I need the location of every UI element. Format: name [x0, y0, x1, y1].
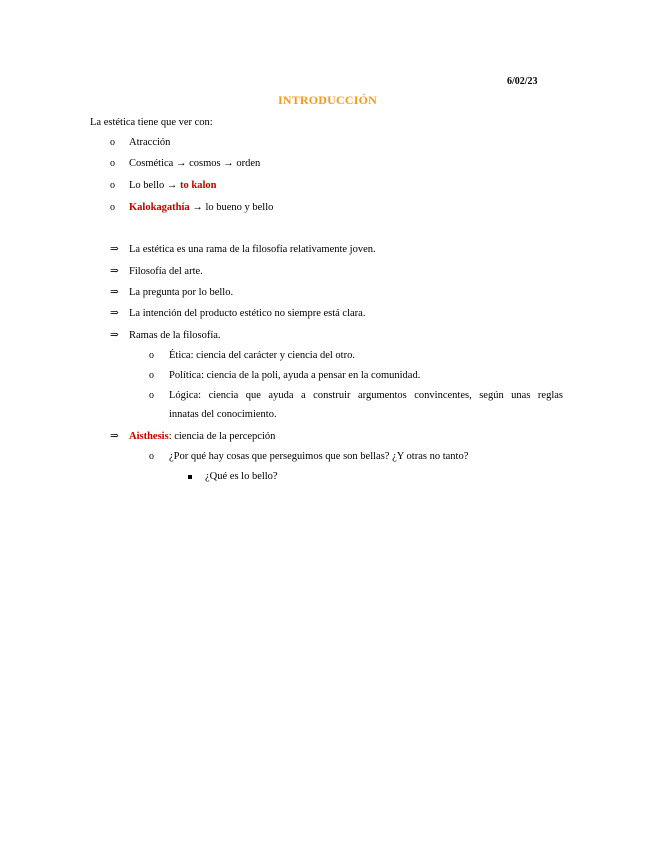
- item-text: Atracción: [129, 137, 171, 148]
- sub-list-item: ¿Por qué hay cosas que perseguimos que son bellas? ¿Y otras no tanto?: [169, 451, 469, 462]
- sub-list-item-politica: Política: ciencia de la poli, ayuda a pensar en la comunidad.: [169, 370, 421, 381]
- list-item-kalokagathia: [129, 201, 273, 215]
- item-text: cosmos: [186, 158, 224, 169]
- arrow-right-icon: →: [192, 202, 203, 213]
- bullet-o: o: [149, 390, 154, 401]
- item-text: : ciencia de la percepción: [168, 431, 276, 442]
- item-text: Cosmética: [129, 158, 176, 169]
- arrow-right-icon: →: [166, 180, 178, 191]
- double-arrow-icon: ⇒: [110, 330, 119, 341]
- item-text: lo bueno y bello: [202, 202, 274, 213]
- bullet-o: o: [149, 451, 154, 462]
- list-item: La intención del producto estético no siempre está clara.: [129, 308, 366, 319]
- intro-text: La estética tiene que ver con:: [90, 117, 213, 128]
- arrow-right-icon: →: [175, 158, 187, 169]
- double-arrow-icon: ⇒: [110, 244, 119, 255]
- double-arrow-icon: ⇒: [110, 308, 119, 319]
- bullet-o: o: [110, 137, 115, 148]
- item-text: orden: [233, 158, 261, 169]
- highlight-term: Aisthesis: [129, 431, 169, 442]
- list-item-lo-bello: [129, 179, 217, 193]
- highlight-term: to kalon: [180, 180, 217, 191]
- list-item: La pregunta por lo bello.: [129, 287, 234, 298]
- list-item-aisthesis: [129, 430, 275, 444]
- bullet-o: o: [110, 158, 115, 169]
- page-title: INTRODUCCIÓN: [277, 93, 378, 107]
- bullet-o: o: [110, 202, 115, 213]
- list-item-cosmetica: [129, 157, 260, 171]
- double-arrow-icon: ⇒: [110, 266, 119, 277]
- double-arrow-icon: ⇒: [110, 431, 119, 442]
- sub-list-item-logica: Lógica: ciencia que ayuda a construir argumentos convincentes, según unas reglas: [169, 390, 563, 401]
- list-item: Ramas de la filosofía.: [129, 330, 221, 341]
- highlight-term: Kalokagathía: [129, 202, 190, 213]
- list-item-atraccion: [129, 136, 170, 150]
- arrow-right-icon: →: [223, 158, 234, 169]
- bullet-o: o: [110, 180, 115, 191]
- sub-list-item-logica-cont: innatas del conocimiento.: [169, 409, 277, 420]
- bullet-o: o: [149, 350, 154, 361]
- sub-list-item-etica: Ética: ciencia del carácter y ciencia del otro.: [169, 350, 355, 361]
- double-arrow-icon: ⇒: [110, 287, 119, 298]
- bullet-o: o: [149, 370, 154, 381]
- square-bullet-icon: [188, 470, 192, 484]
- list-item: La estética es una rama de la filosofía relativamente joven.: [129, 244, 376, 255]
- item-text: Lo bello: [129, 180, 167, 191]
- list-item: Filosofía del arte.: [129, 266, 203, 277]
- date: 6/02/23: [507, 76, 538, 87]
- subsub-list-item: ¿Qué es lo bello?: [205, 471, 278, 482]
